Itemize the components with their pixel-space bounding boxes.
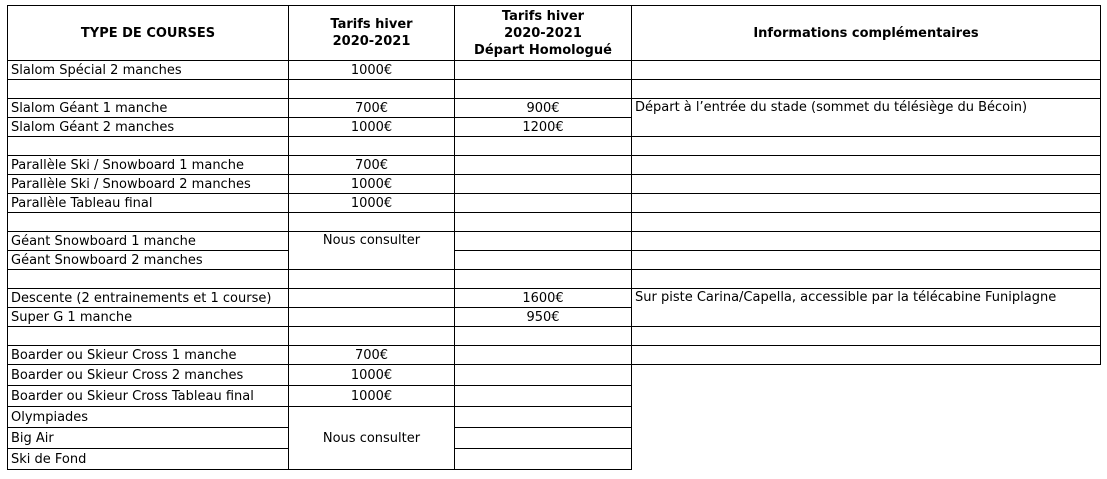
- spacer-row: [8, 213, 1101, 232]
- header-type: TYPE DE COURSES: [8, 6, 289, 61]
- homol-cell: [455, 386, 632, 407]
- type-cell: Big Air: [8, 428, 289, 449]
- info-cell-slalom-geant: Départ à l’entrée du stade (sommet du télésiège du Bécoin): [632, 99, 1101, 137]
- tarif-cell: 1000€: [289, 365, 455, 386]
- info-cell: [632, 156, 1101, 175]
- homol-cell: [455, 232, 632, 251]
- info-cell: [632, 251, 1101, 270]
- table-row: [8, 346, 1101, 365]
- homol-cell: [455, 175, 632, 194]
- table-row: [8, 232, 1101, 251]
- tarif-cell: 1000€: [289, 118, 455, 137]
- header-tarifs: [289, 6, 455, 61]
- homol-cell: [455, 194, 632, 213]
- header-tarifs-line2: 2020-2021: [332, 34, 411, 49]
- table-row: [8, 99, 1101, 118]
- homol-cell: [455, 156, 632, 175]
- tarif-cell: 1000€: [289, 194, 455, 213]
- tarif-cell: 1000€: [289, 175, 455, 194]
- type-cell: Ski de Fond: [8, 449, 289, 470]
- homol-cell: [455, 365, 632, 386]
- spacer-row: [8, 270, 1101, 289]
- type-cell: Descente (2 entrainements et 1 course): [8, 289, 289, 308]
- type-cell: Géant Snowboard 1 manche: [8, 232, 289, 251]
- table-row: [8, 289, 1101, 308]
- type-cell: Géant Snowboard 2 manches: [8, 251, 289, 270]
- homol-cell: [455, 346, 632, 365]
- tarif-cell-nous-consulter: Nous consulter: [289, 232, 455, 270]
- type-cell: Boarder ou Skieur Cross 2 manches: [8, 365, 289, 386]
- info-cell-descente: Sur piste Carina/Capella, accessible par la télécabine Funiplagne: [632, 289, 1101, 327]
- table-row: [8, 407, 1101, 428]
- table-row: [8, 428, 1101, 449]
- pricing-table: [7, 5, 1101, 470]
- info-cell: [632, 175, 1101, 194]
- spacer-row: [8, 327, 1101, 346]
- homol-cell: [455, 407, 632, 428]
- table-row: [8, 386, 1101, 407]
- spacer-row: [8, 137, 1101, 156]
- info-cell: [632, 194, 1101, 213]
- pricing-table-wrapper: [7, 5, 1101, 470]
- homol-cell: [455, 61, 632, 80]
- table-row: [8, 194, 1101, 213]
- header-info: Informations complémentaires: [632, 6, 1101, 61]
- info-cell: [632, 61, 1101, 80]
- homol-cell: 950€: [455, 308, 632, 327]
- tarif-cell: 1000€: [289, 61, 455, 80]
- table-row: [8, 61, 1101, 80]
- header-homologue-line1: Tarifs hiver: [501, 8, 585, 24]
- tarif-cell: 700€: [289, 156, 455, 175]
- info-cell: [632, 346, 1101, 365]
- spacer-row: [8, 80, 1101, 99]
- header-row: [8, 6, 1101, 61]
- header-homologue-line3: Départ Homologué: [474, 42, 612, 58]
- tarif-cell-nous-consulter: Nous consulter: [289, 407, 455, 470]
- homol-cell: [455, 449, 632, 470]
- homol-cell: 1200€: [455, 118, 632, 137]
- info-cell: [632, 232, 1101, 251]
- type-cell: Parallèle Ski / Snowboard 1 manche: [8, 156, 289, 175]
- tarif-cell: 1000€: [289, 386, 455, 407]
- type-cell: Slalom Spécial 2 manches: [8, 61, 289, 80]
- tarif-cell: 700€: [289, 346, 455, 365]
- type-cell: Slalom Géant 2 manches: [8, 118, 289, 137]
- table-row: [8, 251, 1101, 270]
- type-cell: Parallèle Ski / Snowboard 2 manches: [8, 175, 289, 194]
- table-row: [8, 365, 1101, 386]
- table-row: [8, 449, 1101, 470]
- table-row: [8, 156, 1101, 175]
- homol-cell: 1600€: [455, 289, 632, 308]
- type-cell: Parallèle Tableau final: [8, 194, 289, 213]
- table-row: [8, 175, 1101, 194]
- tarif-cell: [289, 308, 455, 327]
- type-cell: Olympiades: [8, 407, 289, 428]
- homol-cell: 900€: [455, 99, 632, 118]
- type-cell: Slalom Géant 1 manche: [8, 99, 289, 118]
- header-homologue-line2: 2020-2021: [504, 25, 582, 41]
- tarif-cell: [289, 289, 455, 308]
- tarif-cell: 700€: [289, 99, 455, 118]
- header-tarifs-line1: Tarifs hiver: [330, 17, 413, 32]
- type-cell: Boarder ou Skieur Cross 1 manche: [8, 346, 289, 365]
- header-homologue: [455, 6, 632, 61]
- type-cell: Boarder ou Skieur Cross Tableau final: [8, 386, 289, 407]
- homol-cell: [455, 251, 632, 270]
- type-cell: Super G 1 manche: [8, 308, 289, 327]
- homol-cell: [455, 428, 632, 449]
